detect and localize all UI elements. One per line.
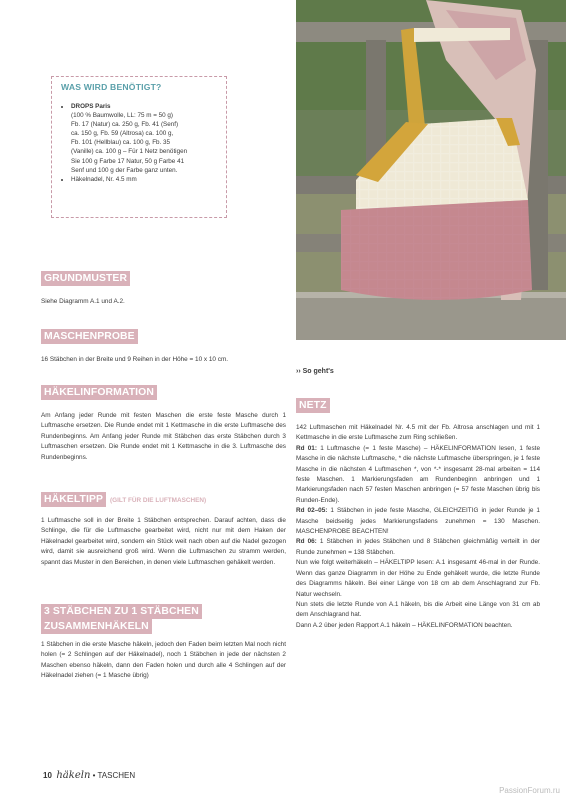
- section-heading-haekelinformation: HÄKELINFORMATION: [41, 385, 157, 400]
- haekelinformation-text: Am Anfang jeder Runde mit festen Maschen die erste feste Masche durch 1 Luftmasche ersetzen. Die Runde endet mit 1 Kettmasche in die erste Luftmasche des Rundenbeginns. Am Anfang jeder Runde mit Stäbchen das erste Stäbchen durch 3 Luftmaschen ersetzen. Die Runde endet mit 1 Kettmasche in die 3. Luftmasche des Rundenbeginns.: [41, 412, 286, 461]
- materials-item-hook: • Häkelnadel, Nr. 4.5 mm: [71, 175, 218, 184]
- materials-title: WAS WIRD BENÖTIGT?: [61, 82, 162, 92]
- yarn-line: Fb. 17 (Natur) ca. 250 g, Fb. 41 (Senf): [71, 121, 179, 129]
- grundmuster-text: Siehe Diagramm A.1 und A.2.: [41, 298, 125, 305]
- netz-round-6: [296, 537, 540, 558]
- section-heading-maschenprobe: MASCHENPROBE: [41, 329, 138, 344]
- magazine-brand: häkeln: [56, 770, 91, 781]
- section-heading-haekeltipp-wrap: [41, 489, 206, 507]
- section-heading-netz: NETZ: [296, 398, 330, 413]
- netz-intro: 142 Luftmaschen mit Häkelnadel Nr. 4.5 mit der Fb. Altrosa anschlagen und mit 1 Kettmasche in die erste Luftmasche zum Ring schließen.: [296, 424, 540, 442]
- maschenprobe-text: 16 Stäbchen in der Breite und 9 Reihen in der Höhe = 10 x 10 cm.: [41, 356, 229, 363]
- haekeltipp-text: 1 Luftmasche soll in der Breite 1 Stäbchen entsprechen. Darauf achten, dass die Schlinge, die für die Luftmasche gearbeitet wird, nicht nur mit dem Haken der Häkelnadel gearbeitet wird, sondern ein Stück weit nach oben auf die Nadel gezogen wird, damit sie ausreichend groß wird. Wenn die Luftmaschen zu stramm werden, spannt das Muster in den Bereichen, in denen viele Luftmaschen gehäkelt werden.: [41, 517, 286, 566]
- section-name: • TASCHEN: [92, 771, 136, 780]
- yarn-line: Fb. 101 (Hellblau) ca. 100 g, Fb. 35: [71, 139, 171, 147]
- so-gehts-label: ›› So geht's: [296, 368, 334, 375]
- yarn-line: (100 % Baumwolle, LL: 75 m = 50 g): [71, 112, 174, 120]
- section-heading-zusammenhaekeln-line1: 3 STÄBCHEN ZU 1 STÄBCHEN: [41, 604, 202, 619]
- section-heading-zusammenhaekeln-line2: ZUSAMMENHÄKELN: [41, 619, 152, 634]
- materials-item-yarn: [71, 102, 218, 175]
- product-photo: [296, 0, 566, 340]
- round-text: 1 Stäbchen in jedes Stäbchen und 8 Stäbchen gleichmäßig verteilt in der Runde zunehmen = 138 Stäbchen.: [296, 538, 540, 556]
- yarn-line: Senf und 100 g der Farbe ganz unten.: [71, 166, 178, 174]
- round-text: 1 Stäbchen in jede feste Masche, GLEICHZEITIG in jeder Runde je 1 Masche beidseitig jedes Markierungsfadens zunehmen = 130 Maschen. MASCHENPROBE BEACHTEN!: [296, 507, 540, 536]
- haekeltipp-subtitle: (GILT FÜR DIE LUFTMASCHEN): [110, 497, 207, 504]
- yarn-line: Sie 100 g Farbe 17 Natur, 50 g Farbe 41: [71, 157, 185, 165]
- materials-box: [51, 76, 227, 218]
- round-label: Rd 02–05:: [296, 507, 328, 515]
- round-label: Rd 01:: [296, 444, 317, 452]
- yarn-line: ca. 150 g, Fb. 59 (Altrosa) ca. 100 g,: [71, 130, 174, 138]
- section-heading-grundmuster: GRUNDMUSTER: [41, 271, 130, 286]
- section-heading-zusammenhaekeln-wrap: [41, 604, 241, 634]
- netz-instructions: [296, 423, 540, 631]
- netz-length: Nun stets die letzte Runde von A.1 häkeln, bis die Arbeit eine Länge von 31 cm ab dem Anschlagrand hat.: [296, 600, 540, 619]
- zusammenhaekeln-text: 1 Stäbchen in die erste Masche häkeln, jedoch den Faden beim letzten Mal noch nicht holen (= 2 Schlingen auf der Häkelnadel), noch 1 Stäbchen in jede der nächsten 2 Maschen ebenso häkeln, dann den Faden holen und durch alle 4 Schlingen auf der Häkelnadel ziehen (= 1 Masche übrig): [41, 641, 286, 680]
- section-heading-haekeltipp: HÄKELTIPP: [41, 492, 106, 507]
- page-number: 10: [43, 771, 52, 780]
- netz-round-1: [296, 444, 540, 506]
- round-text: 1 Luftmasche (= 1 feste Masche) – HÄKELINFORMATION lesen, 1 feste Masche in die nächste Luftmasche, * die nächste Luftmasche überspringen, je 1 feste Masche in die nächsten 4 Luftmaschen *, von *-* insgesamt 28-mal arbeiten = 114 feste Maschen. 1 Markierungsfaden am Rundenbeginn anbringen und 1 Markierungsfaden nach 57 festen Maschen anbringen (= 57 feste Maschen übrig bis Runden-Ende).: [296, 444, 541, 504]
- materials-list: [61, 102, 218, 184]
- round-label: Rd 06:: [296, 538, 317, 546]
- netz-round-2-5: [296, 506, 540, 537]
- netz-continue: Nun wie folgt weiterhäkeln – HÄKELTIPP lesen: A.1 insgesamt 46-mal in der Runde. Wenn das ganze Diagramm in der Höhe zu Ende gehäkelt wurde, die letzte Runde des Diagramms häkeln. Bei einer Länge von 18 cm ab dem Anschlagrand zur Fb. Natur wechseln.: [296, 559, 540, 598]
- yarn-name: DROPS Paris: [71, 103, 111, 110]
- yarn-line: (Vanille) ca. 100 g – Für 1 Netz benötigen: [71, 148, 188, 156]
- netz-finish: Dann A.2 über jeden Rapport A.1 häkeln – HÄKELINFORMATION beachten.: [296, 621, 513, 629]
- watermark: PassionForum.ru: [499, 786, 560, 795]
- page-footer: [43, 770, 135, 781]
